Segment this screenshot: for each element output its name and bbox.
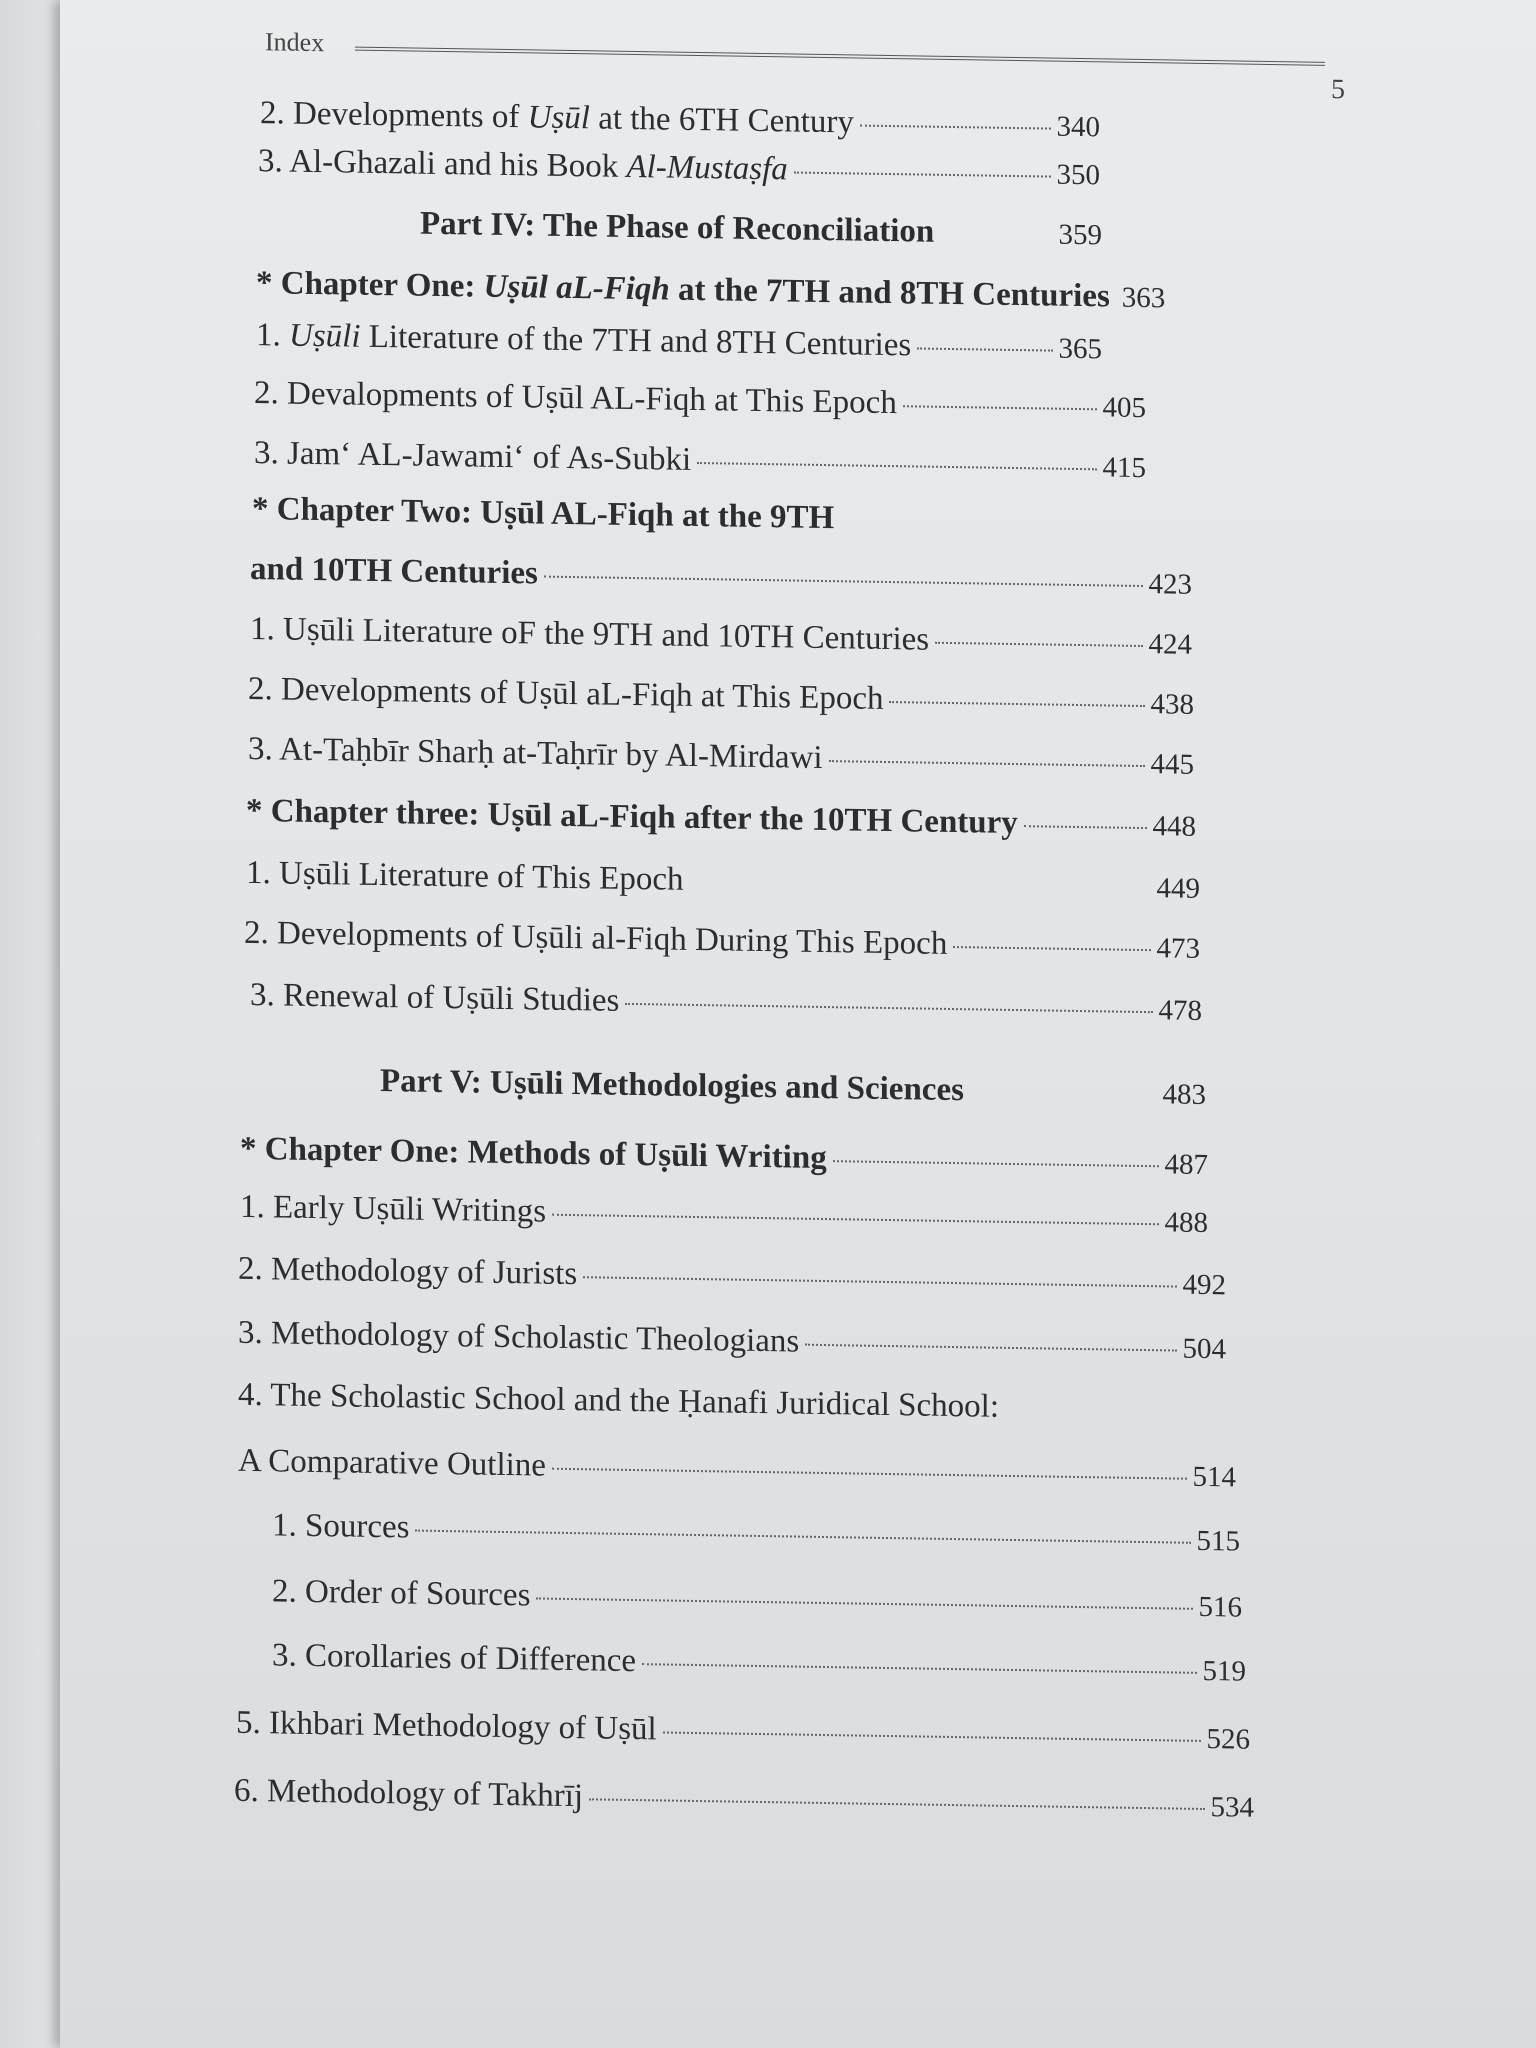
toc-leader-dots <box>536 1597 1192 1609</box>
toc-entry-page: 515 <box>1196 1524 1240 1558</box>
toc-entry-page: 449 <box>1156 872 1200 905</box>
toc-entry <box>250 611 1192 670</box>
toc-entry <box>238 1377 1226 1437</box>
toc-entry-page: 526 <box>1206 1723 1250 1756</box>
toc-entry-page: 415 <box>1102 451 1146 485</box>
toc-entry-label: 3. Renewal of Uṣūli Studies <box>250 976 620 1019</box>
toc-entry-label: 2. Devalopments of Uṣūl AL-Fiqh at This Epoch <box>254 375 897 422</box>
toc-entry-page: 340 <box>1056 110 1100 144</box>
toc-entry-label: 3. Al-Ghazali and his Book Al-Mustaṣfa <box>258 143 788 188</box>
page-number: 5 <box>1331 73 1345 106</box>
toc-entry-label: 2. Methodology of Jurists <box>238 1250 578 1293</box>
toc-entry <box>244 915 1200 974</box>
toc-leader-dots <box>794 172 1051 178</box>
toc-entry-label: Part V: Uṣūli Methodologies and Sciences <box>380 1063 964 1109</box>
toc-entry <box>254 375 1146 433</box>
toc-leader-dots <box>860 125 1051 130</box>
toc-entry <box>260 95 1100 152</box>
toc-entry-label: 2. Order of Sources <box>272 1573 531 1614</box>
toc-leader-dots <box>552 1214 1158 1226</box>
toc-entry <box>238 1315 1226 1375</box>
toc-entry-label: * Chapter One: Methods of Uṣūli Writing <box>240 1130 827 1177</box>
toc-entry-label: 1. Uṣūli Literature of the 7TH and 8TH Centuries <box>256 317 912 364</box>
toc-entry-label: 2. Developments of Uṣūl at the 6TH Century <box>260 95 854 141</box>
toc-entry <box>256 317 1102 374</box>
toc-entry-label: 2. Developments of Uṣūl aL-Fiqh at This Epoch <box>248 670 884 717</box>
toc-entry-label: 3. At-Taḥbīr Sharḥ at-Taḥrīr by Al-Mirdawi <box>248 730 823 776</box>
toc-entry-label: 4. The Scholastic School and the Ḥanafi Juridical School: <box>238 1376 999 1425</box>
toc-leader-dots <box>833 1160 1159 1167</box>
toc-leader-dots <box>917 347 1052 351</box>
toc-leader-dots <box>805 1344 1176 1352</box>
toc-entry <box>234 1773 1254 1833</box>
toc-entry-page: 487 <box>1164 1148 1208 1182</box>
page-content <box>60 0 1536 2048</box>
toc-part-heading <box>420 206 1102 261</box>
toc-leader-dots <box>903 405 1097 410</box>
toc-leader-dots <box>552 1468 1187 1480</box>
toc-leader-dots <box>1024 825 1147 829</box>
toc-entry-label: * Chapter One: Uṣūl aL-Fiqh at the 7TH and 8TH Centuries <box>256 265 1110 315</box>
toc-entry-label: 6. Methodology of Takhrīj <box>234 1772 584 1815</box>
toc-entry-page: 519 <box>1202 1654 1246 1688</box>
toc-entry-label: 3. Jam‘ AL-Jawami‘ of As-Subki <box>254 435 692 478</box>
toc-entry-page: 363 <box>1121 281 1166 315</box>
toc-leader-dots <box>697 462 1096 470</box>
toc-entry-label: 1. Sources <box>272 1507 410 1546</box>
toc-entry-page: 448 <box>1152 810 1196 843</box>
toc-entry-label: 5. Ikhbari Methodology of Uṣūl <box>236 1704 657 1748</box>
toc-entry-page: 350 <box>1056 158 1100 192</box>
toc-entry-page: 504 <box>1182 1332 1226 1366</box>
toc-leader-dots <box>583 1276 1176 1287</box>
toc-entry-page: 514 <box>1192 1460 1236 1494</box>
toc-entry-page: 516 <box>1198 1590 1242 1624</box>
toc-leader-dots <box>415 1530 1190 1544</box>
toc-entry <box>236 1705 1250 1765</box>
toc-chapter-heading <box>240 1131 1208 1190</box>
toc-chapter-heading <box>256 265 1166 322</box>
toc-chapter-heading <box>250 551 1192 610</box>
toc-entry <box>248 731 1194 790</box>
toc-entry <box>250 977 1202 1036</box>
toc-entry-page: 478 <box>1158 994 1202 1027</box>
toc-entry-label: and 10TH Centuries <box>250 550 538 592</box>
header-rule <box>355 47 1325 66</box>
toc-leader-dots <box>544 576 1143 587</box>
toc-entry-label: Part IV: The Phase of Reconciliation <box>420 205 935 250</box>
toc-entry-label: 2. Developments of Uṣūli al-Fiqh During This Epoch <box>244 914 948 962</box>
toc-leader-dots <box>663 1731 1201 1741</box>
toc-entry-page: 405 <box>1102 391 1146 425</box>
toc-subentry <box>272 1507 1240 1566</box>
toc-entry-label: * Chapter Two: Uṣūl AL-Fiqh at the 9TH <box>252 491 835 537</box>
toc-entry <box>246 855 1200 914</box>
toc-entry <box>258 143 1100 200</box>
toc-entry-label: 1. Uṣūli Literature oF the 9TH and 10TH Centuries <box>250 610 930 658</box>
toc-leader-dots <box>829 760 1145 767</box>
toc-chapter-heading <box>252 491 1152 549</box>
toc-entry <box>240 1189 1208 1248</box>
toc-entry-page: 492 <box>1182 1268 1226 1302</box>
toc-subentry <box>272 1637 1246 1696</box>
toc-entry <box>238 1251 1226 1311</box>
toc-entry-label: 1. Uṣūli Literature of This Epoch <box>246 854 684 898</box>
toc-entry-page: 488 <box>1164 1206 1208 1240</box>
toc-entry <box>254 435 1146 493</box>
toc-leader-dots <box>642 1663 1196 1674</box>
toc-entry-page: 423 <box>1148 568 1192 601</box>
toc-entry-page: 473 <box>1156 932 1200 965</box>
toc-part-heading <box>380 1063 1206 1120</box>
toc-entry-label: * Chapter three: Uṣūl aL-Fiqh after the 10TH Century <box>246 792 1018 842</box>
toc-entry-page: 445 <box>1150 748 1194 781</box>
toc-entry-page: 438 <box>1150 688 1194 721</box>
toc-entry-label: 3. Methodology of Scholastic Theologians <box>238 1314 800 1360</box>
book-page <box>60 0 1536 2048</box>
running-header <box>265 27 1385 105</box>
toc-entry-page: 359 <box>1058 218 1102 252</box>
toc-leader-dots <box>589 1798 1204 1810</box>
toc-chapter-heading <box>246 793 1196 852</box>
header-title: Index <box>265 27 325 58</box>
toc-entry-page: 483 <box>1162 1078 1206 1112</box>
toc-entry-page: 534 <box>1210 1791 1254 1824</box>
toc-leader-dots <box>625 1003 1152 1013</box>
toc-entry-page: 365 <box>1058 332 1102 366</box>
toc-leader-dots <box>953 946 1150 951</box>
toc-entry-label: A Comparative Outline <box>238 1442 546 1484</box>
toc-leader-dots <box>935 642 1142 647</box>
toc-subentry <box>272 1573 1242 1632</box>
toc-entry-label: 3. Corollaries of Difference <box>272 1637 637 1680</box>
toc-entry <box>238 1443 1236 1503</box>
toc-entry <box>248 671 1194 730</box>
toc-entry-label: 1. Early Uṣūli Writings <box>240 1188 547 1230</box>
toc-entry-page: 424 <box>1148 628 1192 661</box>
toc-leader-dots <box>889 701 1144 707</box>
